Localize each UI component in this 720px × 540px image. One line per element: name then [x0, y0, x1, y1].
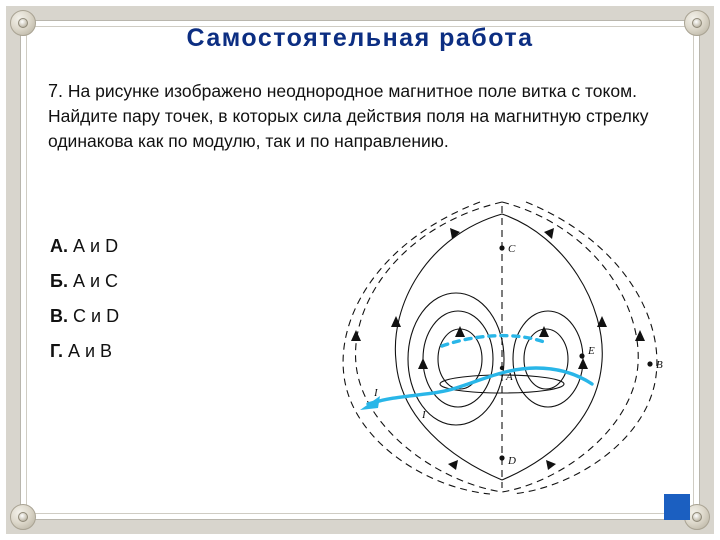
field-line-inner-3 — [408, 293, 504, 425]
answer-text-g: А и В — [67, 341, 113, 362]
field-arrow-4 — [635, 330, 645, 341]
current-label-2: I — [422, 409, 426, 421]
question-block — [48, 79, 680, 153]
magnetic-field-figure — [330, 196, 692, 496]
field-line-outer-right-3 — [512, 202, 657, 494]
point-a-dot — [500, 366, 504, 370]
point-d-label: D — [508, 455, 516, 467]
decorative-blue-square — [664, 494, 690, 520]
field-arrow-3 — [351, 330, 361, 341]
point-b-label: B — [656, 359, 663, 371]
point-e-dot — [579, 353, 584, 358]
field-arrow-6 — [544, 228, 554, 239]
point-c-label: C — [508, 243, 516, 255]
answer-text-b: А и С — [72, 271, 119, 292]
answer-option-b[interactable] — [50, 264, 300, 299]
current-label-1: I — [374, 387, 378, 399]
field-arrow-7 — [448, 460, 458, 470]
answer-options — [50, 229, 300, 369]
field-arrow-11 — [418, 358, 428, 369]
field-arrow-10 — [539, 326, 549, 337]
current-wire-highlight — [368, 368, 592, 404]
answer-option-a[interactable] — [50, 229, 300, 264]
answer-option-g[interactable] — [50, 334, 300, 369]
point-b-dot — [647, 361, 652, 366]
field-line-outer-right-2 — [502, 202, 638, 492]
answer-text-a: А и D — [73, 236, 119, 256]
question-number: 7. — [48, 81, 64, 101]
page-title: Самостоятельная работа — [186, 24, 534, 52]
slide-content — [30, 14, 690, 514]
point-d-dot — [499, 455, 504, 460]
answer-text-v: С и D — [73, 306, 120, 327]
answer-option-v[interactable] — [50, 299, 300, 334]
magnetic-field-diagram — [330, 196, 692, 496]
point-c-dot — [499, 245, 504, 250]
field-line-outer-left-3 — [343, 202, 490, 494]
point-a-label: A — [506, 371, 513, 383]
point-e-label: E — [588, 345, 595, 357]
answer-label-v: В. — [50, 306, 68, 327]
answer-label-b: Б. — [50, 271, 68, 292]
field-arrow-9 — [455, 326, 465, 337]
field-line-outer-left-1 — [395, 214, 502, 480]
answer-label-a: А. — [50, 236, 68, 256]
field-arrow-8 — [546, 460, 556, 470]
answer-label-g: Г. — [50, 341, 63, 362]
field-arrow-12 — [578, 358, 588, 369]
question-text: На рисунке изображено неоднородное магнитное поле витка с током. Найдите пару точек, в которых сила действия поля на магнитную стрелку одинакова как по модулю, так и по направлению. — [48, 81, 649, 151]
